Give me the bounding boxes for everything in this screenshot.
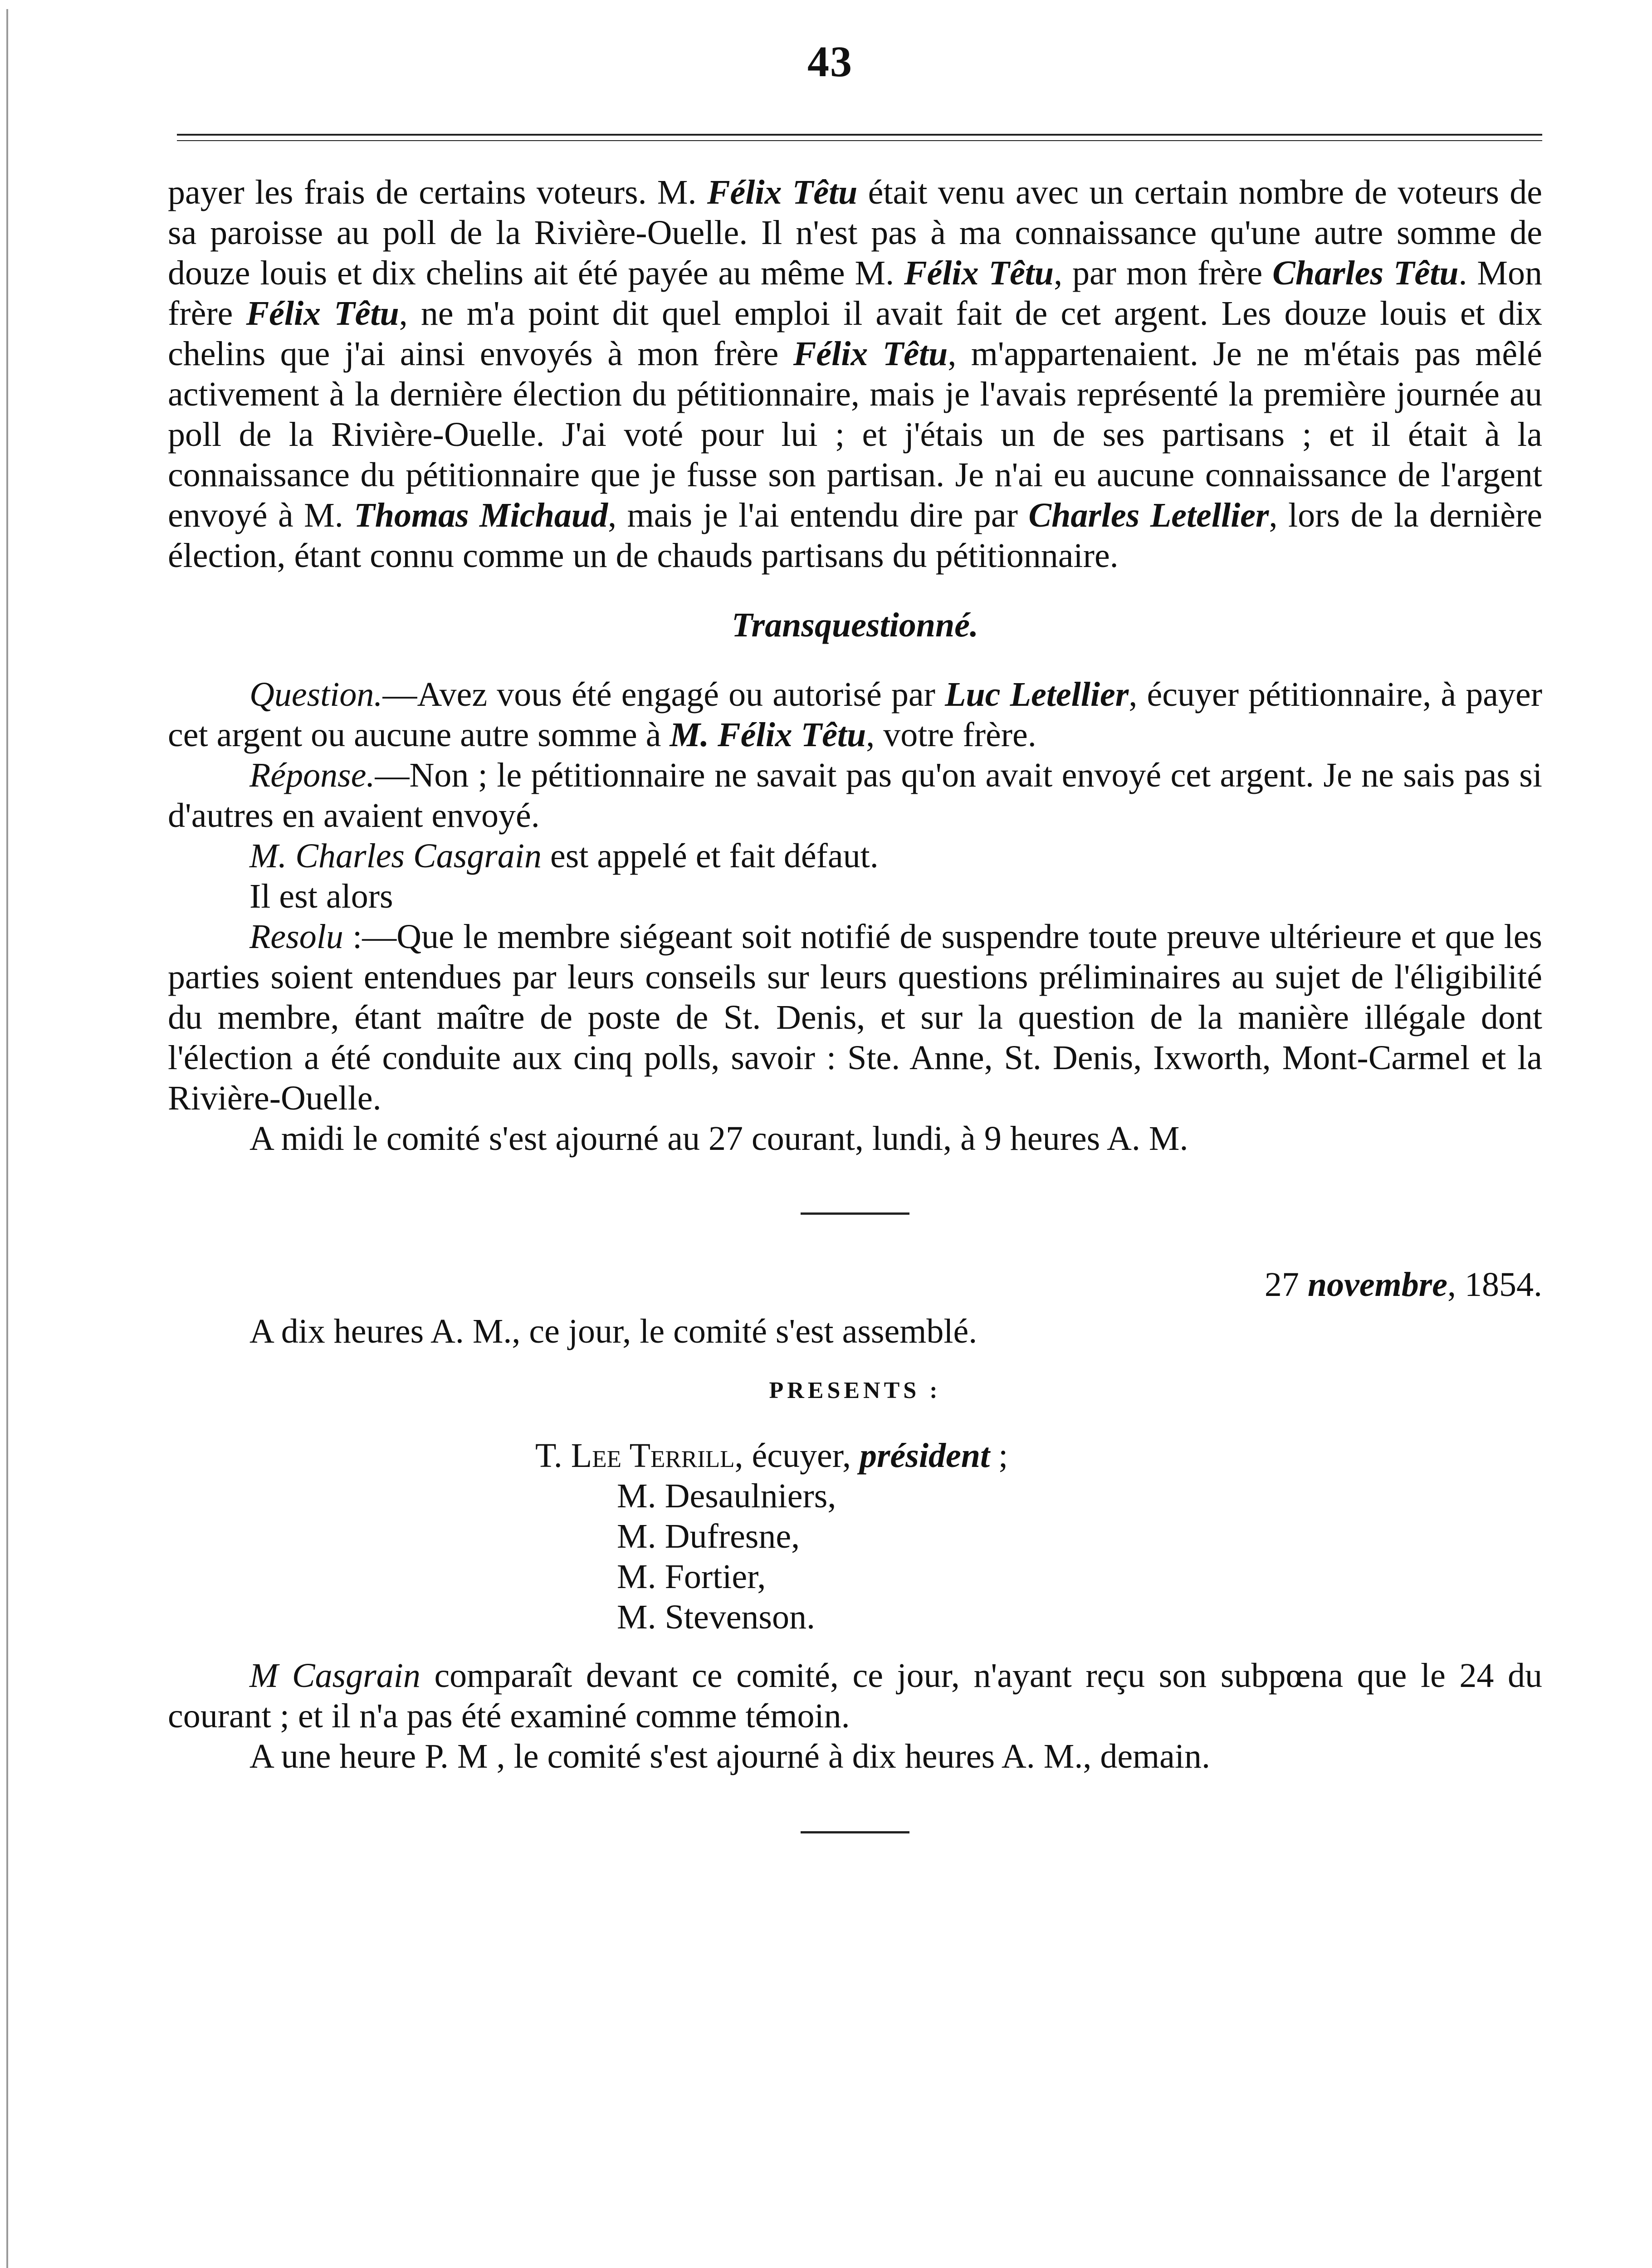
header-rule-top (177, 134, 1542, 136)
member-item (535, 1557, 1542, 1597)
text-segment: ; (990, 1437, 1008, 1475)
text-segment: , 1854. (1447, 1266, 1542, 1304)
text-segment: , m'appartenaient. Je ne m'étais pas mêlé activement à la dernière élection du pétitionnaire, mais je l'avais représenté la première journée au poll de la Rivière-Ouelle. J'ai voté pour lui ; et j'étais un de ses partisans ; et il était à la connaissance du pétitionnaire que je fusse son partisan. Je n'ai eu aucune connaissance de l'argent envoyé à M. (168, 335, 1543, 534)
text-segment: 27 (1264, 1266, 1308, 1304)
text-segment: . Mon frère (168, 254, 1543, 332)
paragraph-witness-called (168, 836, 1542, 876)
text-segment: —Non ; le pétitionnaire ne savait pas qu'on avait envoyé cet argent. Je ne sais pas si d'autres en avaient envoyé. (168, 756, 1542, 835)
text-segment: Lee Terrill (571, 1437, 735, 1475)
text-segment: Il est alors (249, 877, 393, 915)
text-segment: novembre (1307, 1266, 1447, 1304)
paragraph-adjournment-pm (168, 1736, 1542, 1777)
text-segment: :—Que le membre siégeant soit notifié de suspendre toute preuve ultérieure et que les parties soient entendues par leurs conseils sur leurs questions préliminaires au sujet de l'éligibilité du membre, étant maître de poste de St. Denis, et sur la question de la manière illégale dont l'élection a été conduite aux cinq polls, savoir : Ste. Anne, St. Denis, Ixworth, Mont-Carmel et la Rivière-Ouelle. (168, 918, 1542, 1117)
text-segment: est appelé et fait défaut. (541, 837, 879, 875)
text-segment: , votre frère. (866, 716, 1036, 754)
text-segment: Thomas Michaud (354, 496, 608, 534)
paragraph-adjournment-noon (168, 1119, 1542, 1159)
text-segment: M. Félix Têtu (670, 716, 866, 754)
text-segment: , par mon frère (1054, 254, 1273, 292)
text-segment: Félix Têtu (904, 254, 1054, 292)
text-segment: A dix heures A. M., ce jour, le comité s'est assemblé. (249, 1312, 978, 1350)
text-segment: T. (535, 1437, 571, 1475)
closing-divider (801, 1831, 909, 1833)
text-segment: , mais je l'ai entendu dire par (608, 496, 1029, 534)
paragraph-answer (168, 755, 1542, 836)
text-segment: Luc Letellier (945, 675, 1129, 714)
text-segment: M Casgrain (249, 1657, 420, 1695)
text-segment: A une heure P. M , le comité s'est ajourné à dix heures A. M., demain. (249, 1737, 1211, 1775)
text-segment: Charles Letellier (1028, 496, 1269, 534)
session-date (168, 1265, 1542, 1305)
member-item (535, 1516, 1542, 1557)
text-segment: , lors de la dernière élection, étant connu comme un de chauds partisans du pétitionnaire. (168, 496, 1543, 575)
text-segment: Réponse. (249, 756, 375, 794)
member-president (535, 1436, 1542, 1476)
text-segment: payer les frais de certains voteurs. M. (168, 173, 707, 211)
page-body (168, 172, 1542, 1833)
text-segment: , écuyer, (734, 1437, 860, 1475)
paragraph-casgrain-appears (168, 1656, 1542, 1736)
paragraph-il-est-alors (168, 876, 1542, 917)
page-number: 43 (807, 37, 853, 86)
text-segment: Félix Têtu (793, 335, 948, 373)
text-segment: M. Desaulniers, (617, 1477, 836, 1515)
text-segment: A midi le comité s'est ajourné au 27 courant, lundi, à 9 heures A. M. (249, 1119, 1188, 1158)
paragraph-question (168, 675, 1542, 755)
text-segment: —Avez vous été engagé ou autorisé par (382, 675, 945, 714)
text-segment: Félix Têtu (246, 294, 399, 332)
text-segment: , écuyer pétitionnaire, à payer cet argent ou aucune autre somme à (168, 675, 1542, 754)
paragraph-testimony (168, 172, 1542, 576)
text-segment: M. Stevenson. (617, 1598, 815, 1636)
paragraph-resolution (168, 917, 1542, 1119)
page-edge-line (6, 9, 8, 2268)
text-segment: Charles Têtu (1272, 254, 1459, 292)
text-segment: président (859, 1437, 990, 1475)
presents-label: PRESENTS : (769, 1378, 941, 1403)
text-segment: M. Fortier, (617, 1558, 766, 1596)
text-segment: M. Charles Casgrain (249, 837, 542, 875)
header-rule-bottom (177, 140, 1542, 141)
text-segment: M. Dufresne, (617, 1517, 800, 1555)
section-heading: Transquestionné. (731, 606, 979, 644)
text-segment: Question. (249, 675, 383, 714)
text-segment: Resolu (249, 918, 343, 956)
text-segment: Félix Têtu (707, 173, 858, 211)
text-segment: , ne m'a point dit quel emploi il avait fait de cet argent. Les douze louis et dix chelins que j'ai ainsi envoyés à mon frère (168, 294, 1542, 373)
paragraph-assembly (168, 1311, 1542, 1352)
members-list (168, 1436, 1542, 1637)
text-segment: était venu avec un certain nombre de voteurs de sa paroisse au poll de la Rivière-Ouelle. Il n'est pas à ma connaissance qu'une autre somme de douze louis et dix chelins ait été payée au même M. (168, 173, 1542, 292)
member-item (535, 1476, 1542, 1516)
text-segment: comparaît devant ce comité, ce jour, n'ayant reçu son subpœna que le 24 du courant ; et il n'a pas été examiné comme témoin. (168, 1657, 1542, 1735)
member-item (535, 1597, 1542, 1637)
